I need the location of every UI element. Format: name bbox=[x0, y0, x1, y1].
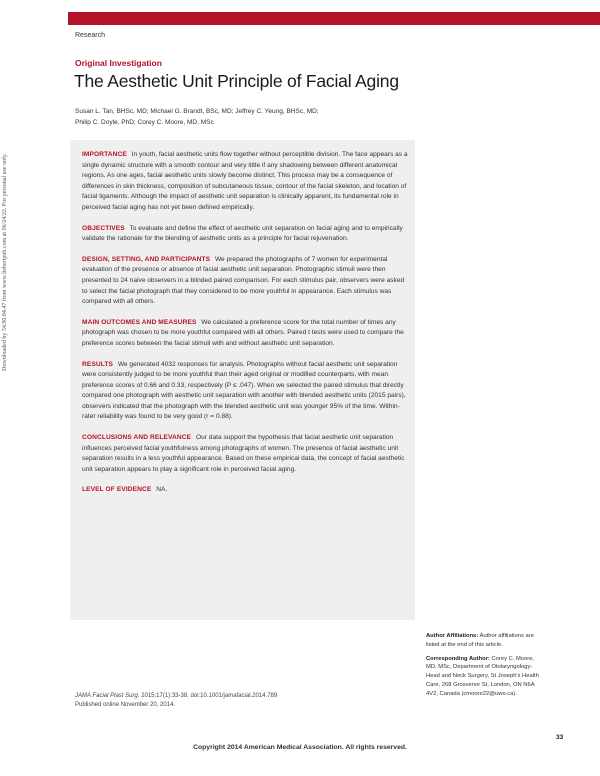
watermark-text: Downloaded by 54.90.84.47 from www.liebertpub.com at 06/24/22. For personal use only. bbox=[2, 153, 8, 371]
abstract-outcomes bbox=[82, 318, 408, 350]
evidence-text: NA. bbox=[156, 486, 168, 494]
design-heading: DESIGN, SETTING, AND PARTICIPANTS bbox=[82, 255, 211, 263]
citation-line bbox=[75, 692, 395, 701]
design-text: We prepared the photographs of 7 women for experimental evaluation of the presence or absence of facial aesthetic unit separation. Photographic stimuli were then presented to 24 naive observers in a blinded paired comparison. For each stimulus pair, observers were asked to select the facial photograph that they considered to be more youthful in appearance. Each stimulus was compared with all others. bbox=[82, 255, 405, 306]
conclusions-heading: CONCLUSIONS AND RELEVANCE bbox=[82, 434, 192, 442]
evidence-heading: LEVEL OF EVIDENCE bbox=[82, 486, 152, 494]
corresponding-author-text: Corey C. Moore, MD, MSc, Department of Otolaryngology-Head and Neck Surgery, St Joseph's Health Care, 268 Grosvenor St, London, ON N6A 4V2, Canada (cmoore22@uwo.ca). bbox=[426, 655, 539, 697]
conclusions-text: Our data support the hypothesis that facial aesthetic unit separation influences perceived facial youthfulness among photographs of women. The presence of facial aesthetic unit separation results in a less youthful appearance. Based on these empirical data, the concept of facial aesthetic unit separation appears to play a significant role in perceived facial aging. bbox=[82, 434, 405, 473]
objectives-heading: OBJECTIVES bbox=[82, 224, 125, 232]
abstract-objectives bbox=[82, 224, 408, 245]
citation-reference: 2015;17(1):33-38. doi:10.1001/jamafacial.2014.789 bbox=[141, 693, 278, 699]
article-title: The Aesthetic Unit Principle of Facial Aging bbox=[74, 71, 399, 91]
affiliations-block bbox=[426, 632, 541, 704]
author-list bbox=[75, 107, 495, 128]
abstract-results bbox=[82, 360, 408, 424]
abstract-box bbox=[70, 140, 415, 620]
citation-block bbox=[75, 692, 395, 710]
outcomes-heading: MAIN OUTCOMES AND MEASURES bbox=[82, 318, 197, 326]
publication-date: Published online November 20, 2014. bbox=[75, 702, 176, 708]
header-color-bar bbox=[68, 12, 600, 25]
outcomes-text: We calculated a preference score for the total number of times any photograph was chosen to be more youthful compared with all others. Paired t tests were used to compare the preference scores between the facial stimuli with and without aesthetic unit separation. bbox=[82, 318, 404, 347]
importance-text: In youth, facial aesthetic units flow together without perceptible division. The face appears as a single dynamic structure with a smooth contour and very little if any shadowing between different anatomical regions. As one ages, facial aesthetic units slowly become distinct. This process may be a consequence of differences in skin thickness, composition of subcutaneous tissue, contour of the facial skeleton, and location of facial ligaments. Although the impact of aesthetic unit separation is clinically apparent, its fundamental role in perceived facial aging has not yet been defined empirically. bbox=[82, 151, 408, 211]
abstract-evidence bbox=[82, 485, 408, 496]
abstract-design bbox=[82, 255, 408, 308]
author-affiliations bbox=[426, 632, 541, 650]
journal-name: JAMA Facial Plast Surg. bbox=[75, 693, 140, 699]
article-type: Original Investigation bbox=[75, 58, 162, 68]
section-label: Research bbox=[75, 32, 105, 39]
download-watermark bbox=[2, 153, 15, 371]
importance-heading: IMPORTANCE bbox=[82, 151, 127, 158]
results-text: We generated 4032 responses for analysis. Photographs without facial aesthetic unit separation were consistently judged to be more youthful than their aged original or modified counterparts, with mean preference scores of 0.66 and 0.33, respectively (P ≤ .047). When we selected the paired stimulus that directly compared one photograph with aesthetic unit separation with another with blended aesthetic units (2015 pairs), observers indicated that the photograph with the blended aesthetic unit was younger 95% of the time. Within-rater reliability was found to be very good (r = 0.88). bbox=[82, 360, 406, 421]
corresponding-author bbox=[426, 655, 541, 699]
author-affiliations-heading: Author Affiliations: bbox=[426, 633, 479, 639]
author-affiliations-text: Author affiliations are listed at the end of this article. bbox=[426, 633, 534, 648]
corresponding-author-heading: Corresponding Author: bbox=[426, 655, 490, 662]
authors-line-2: Philip C. Doyle, PhD; Corey C. Moore, MD, MSc bbox=[75, 118, 214, 126]
page-number: 33 bbox=[556, 734, 564, 741]
objectives-text: To evaluate and define the effect of aesthetic unit separation on facial aging and to empirically validate the rationale for the blending of aesthetic units as a principle for facial rejuvenation. bbox=[82, 224, 403, 243]
results-heading: RESULTS bbox=[82, 360, 113, 368]
copyright-notice: Copyright 2014 American Medical Association. All rights reserved. bbox=[193, 744, 407, 751]
abstract-conclusions bbox=[82, 433, 408, 475]
abstract-importance bbox=[82, 150, 408, 214]
authors-line-1: Susan L. Tan, BHSc, MD; Michael G. Brandt, BSc, MD; Jeffrey C. Yeung, BHSc, MD; bbox=[75, 108, 319, 115]
